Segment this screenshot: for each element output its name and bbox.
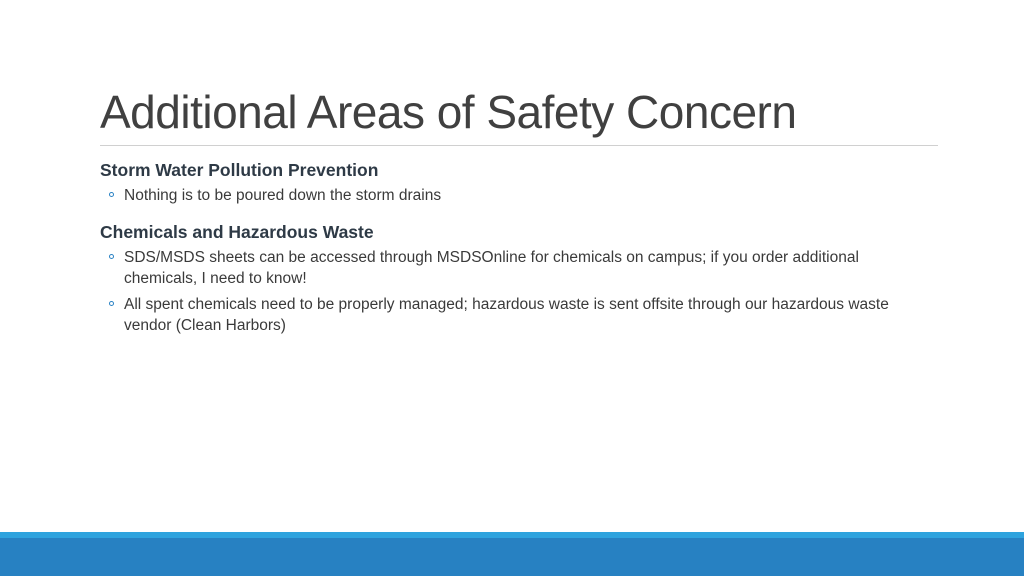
hollow-circle-bullet-icon <box>109 192 114 197</box>
bullet-text: Nothing is to be poured down the storm drains <box>124 187 442 204</box>
title-divider <box>100 145 938 146</box>
section-chemicals <box>100 220 900 336</box>
bullet-item <box>100 294 900 336</box>
hollow-circle-bullet-icon <box>109 254 114 259</box>
section-storm-water <box>100 158 900 206</box>
bullet-item <box>100 247 900 289</box>
section-heading: Chemicals and Hazardous Waste <box>100 222 374 242</box>
hollow-circle-bullet-icon <box>109 301 114 306</box>
bullet-list <box>100 185 900 206</box>
slide-content <box>100 158 900 350</box>
footer-band <box>0 538 1024 576</box>
bullet-text: All spent chemicals need to be properly managed; hazardous waste is sent offsite through our hazardous waste vendor (Clean Harbors) <box>124 296 889 334</box>
section-heading: Storm Water Pollution Prevention <box>100 160 379 180</box>
bullet-item <box>100 185 900 206</box>
bullet-text: SDS/MSDS sheets can be accessed through MSDSOnline for chemicals on campus; if you order additional chemicals, I need to know! <box>124 249 859 287</box>
slide-title: Additional Areas of Safety Concern <box>100 86 797 138</box>
bullet-list <box>100 247 900 336</box>
